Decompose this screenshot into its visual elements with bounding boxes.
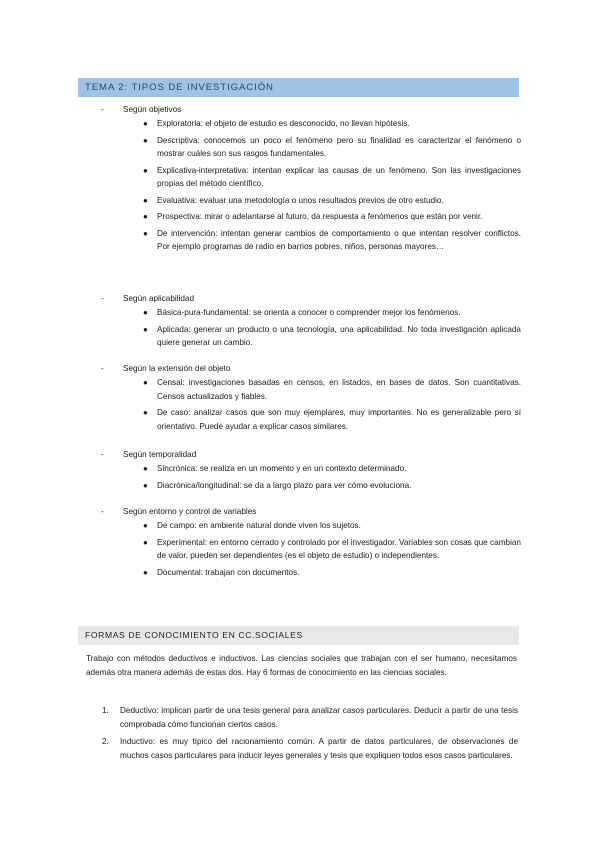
list-item <box>101 306 521 320</box>
list-item <box>101 164 521 191</box>
section-title-text: Según temporalidad <box>123 450 197 459</box>
section-title <box>101 505 521 519</box>
bullet-icon: ● <box>143 195 148 205</box>
list-item <box>102 704 518 731</box>
list-item-text: Prospectiva: mirar o adelantarse al futuro, da respuesta a fenómenos que están por venir. <box>157 212 483 221</box>
list-item-text: Exploratoria: el objeto de estudio es desconocido, no llevan hipótesis. <box>157 119 410 128</box>
list-item <box>101 323 521 350</box>
section-title <box>101 292 521 306</box>
section-temporalidad <box>101 448 521 495</box>
list-item <box>101 117 521 131</box>
list-item-text: De intervención: intentan generar cambios de comportamiento o que intentan resolver conflictos. Por ejemplo programas de radio en barrios pobres, niños, personas mayores… <box>157 228 521 251</box>
section-title-text: Según entorno y control de variables <box>123 507 257 516</box>
section-extension <box>101 362 521 436</box>
list-item-text: Documental: trabajan con documentos. <box>157 567 300 577</box>
section-title-text: Según objetivos <box>123 105 182 114</box>
tema2-heading: TEMA 2: TIPOS DE INVESTIGACIÓN <box>78 78 519 97</box>
list-item <box>101 210 521 224</box>
section-aplicabilidad <box>101 292 521 353</box>
bullet-icon: ● <box>143 212 148 221</box>
list-item <box>101 536 521 563</box>
list-item-text: Descriptiva: conocemos un poco el fenómeno pero su finalidad es caracterizar el fenómeno o mostrar cuáles son sus rasgos fundamentales. <box>157 135 521 158</box>
list-item-text: Sincrónica: se realiza en un momento y en un contexto determinado. <box>157 464 407 473</box>
dash-marker: - <box>101 364 104 373</box>
bullet-icon: ● <box>143 119 148 128</box>
bullet-icon: ● <box>143 521 148 530</box>
dash-marker: - <box>101 450 104 459</box>
list-item-text: Experimental: en entorno cerrado y controlado por el investigador. Variables son cosas que cambian de valor, pueden ser dependientes (es el objeto de estudio) o independientes. <box>157 537 521 560</box>
bullet-icon: ● <box>143 408 148 417</box>
dash-marker: - <box>101 105 104 114</box>
formas-intro-paragraph: Trabajo con métodos deductivos e inductivos. Las ciencias sociales que trabajan con el ser humano, necesitamos además otra manera además de estas dos. Hay 6 formas de conocimiento en las ciencias sociales. <box>86 654 517 677</box>
list-item-text: Deductivo: implican partir de una tesis general para analizar casos particulares. Deducir a partir de una tesis comprobada cómo funcionan ciertos casos. <box>120 706 518 729</box>
section-title <box>101 103 521 117</box>
bullet-icon: ● <box>143 324 148 334</box>
list-item-text: De caso: analizar casos que son muy ejemplares, muy importantes. No es generalizable pero sí orientativo. Puede ayudar a explicar casos similares. <box>157 408 521 431</box>
section-title <box>101 448 521 462</box>
list-item <box>101 566 521 580</box>
section-title <box>101 362 521 376</box>
list-item-text: Censal: investigaciones basadas en censos, en listados, en bases de datos. Son cuantitativas. Censos actualizados y fiables. <box>157 378 521 401</box>
section-objetivos <box>101 103 521 257</box>
dash-marker: - <box>101 294 104 303</box>
list-number: 2. <box>102 737 109 746</box>
list-item <box>101 479 521 493</box>
formas-list <box>102 704 518 766</box>
bullet-icon: ● <box>143 464 148 473</box>
bullet-icon: ● <box>143 480 148 490</box>
list-item <box>101 519 521 533</box>
bullet-icon: ● <box>143 567 148 577</box>
bullet-icon: ● <box>143 378 148 387</box>
list-item-text: Explicativa-interpretativa: intentan explicar las causas de un fenómeno. Son las investigaciones propias del método científico. <box>157 165 521 188</box>
list-item-text: Aplicada: generar un producto o una tecnología, una aplicabilidad. No toda investigación aplicada quiere generar un cambio. <box>157 324 521 347</box>
list-item-text: Diacrónica/longitudinal: se da a largo plazo para ver cómo evoluciona. <box>157 480 412 490</box>
list-item-text: Básica-pura-fundamental: se orienta a conocer o comprender mejor los fenómenos. <box>157 308 461 317</box>
list-number: 1. <box>102 706 109 715</box>
bullet-icon: ● <box>143 135 148 145</box>
bullet-icon: ● <box>143 537 148 547</box>
bullet-icon: ● <box>143 165 148 175</box>
list-item-text: Evaluativa: evaluar una metodología o unos resultados previos de otro estudio. <box>157 195 444 205</box>
list-item <box>101 462 521 476</box>
list-item <box>101 227 521 254</box>
list-item <box>101 376 521 403</box>
bullet-icon: ● <box>143 308 148 317</box>
dash-marker: - <box>101 507 104 516</box>
list-item-text: Inductivo: es muy típico del racionamiento común. A partir de datos particulares, de observaciones de muchos casos particulares para inducir leyes generales y tesis que expliquen todos esos casos particulares. <box>120 737 518 760</box>
list-item <box>102 735 518 762</box>
list-item <box>101 194 521 208</box>
section-title-text: Según aplicabilidad <box>123 294 195 303</box>
formas-heading: FORMAS DE CONOCIMIENTO EN CC.SOCIALES <box>78 626 519 645</box>
bullet-icon: ● <box>143 228 148 238</box>
section-entorno <box>101 505 521 582</box>
section-title-text: Según la extensión del objeto <box>123 364 231 373</box>
list-item-text: De campo: en ambiente natural donde viven los sujetos. <box>157 521 361 530</box>
list-item <box>101 406 521 433</box>
list-item <box>101 134 521 161</box>
